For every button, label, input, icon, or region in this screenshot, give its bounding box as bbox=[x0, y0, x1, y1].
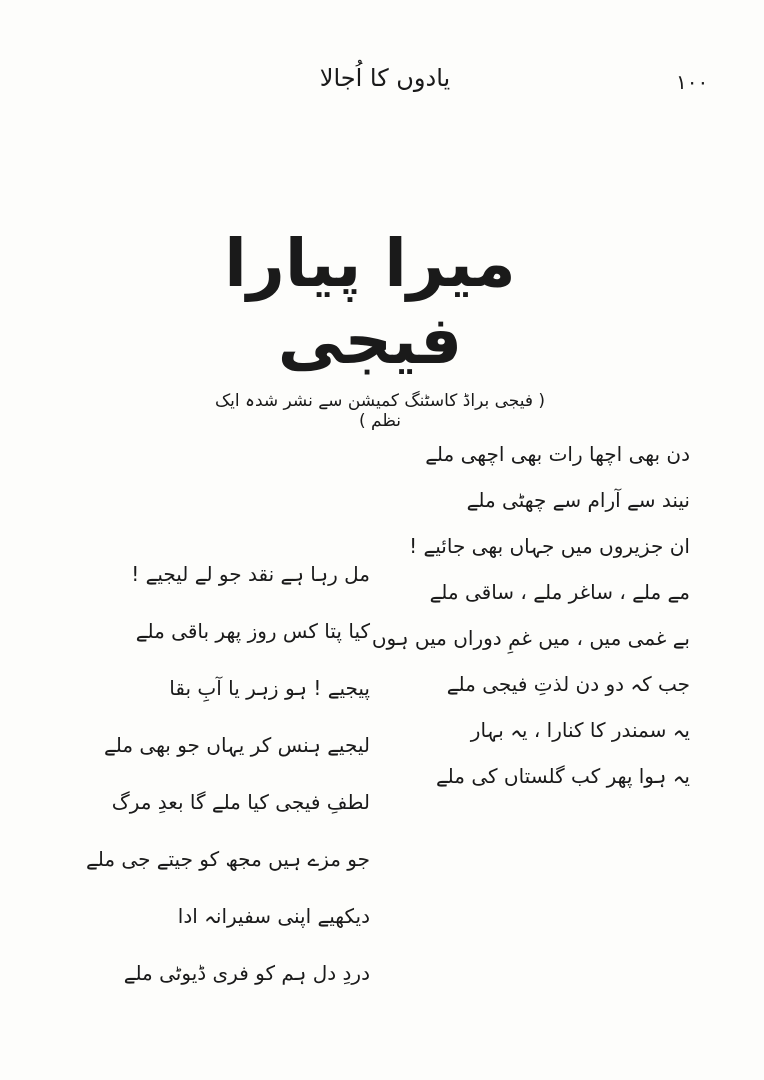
verse-line: جو مزے ہیں مجھ کو جیتے جی ملے bbox=[86, 847, 370, 871]
verse-line: دردِ دل ہم کو فری ڈیوٹی ملے bbox=[123, 961, 370, 985]
verse-line: دن بھی اچھا رات بھی اچھی ملے bbox=[425, 442, 690, 466]
verse-line: ان جزیروں میں جہاں بھی جائیے ! bbox=[409, 534, 690, 558]
verse-line: لیجیے ہنس کر یہاں جو بھی ملے bbox=[103, 733, 370, 757]
verse-line: لطفِ فیجی کیا ملے گا بعدِ مرگ bbox=[111, 790, 370, 814]
poem-subtitle: ( فیجی براڈ کاسٹنگ کمیشن سے نشر شدہ ایک نظم ) bbox=[214, 391, 546, 431]
verse-line: یہ ہوا پھر کب گلستاں کی ملے bbox=[435, 764, 690, 788]
verse-line: نیند سے آرام سے چھٹی ملے bbox=[466, 488, 690, 512]
verse-line: مل رہا ہے نقد جو لے لیجیے ! bbox=[131, 562, 370, 586]
verse-line: دیکھیے اپنی سفیرانہ ادا bbox=[177, 904, 370, 928]
verse-line: مے ملے ، ساغر ملے ، ساقی ملے bbox=[429, 580, 690, 604]
verse-line: کیا پتا کس روز پھر باقی ملے bbox=[135, 619, 370, 643]
poem-right-column bbox=[371, 440, 690, 808]
poem-title: میرا پیارا فیجی bbox=[224, 225, 516, 379]
page-number: ۱۰۰ bbox=[676, 70, 709, 94]
verse-line: جب کہ دو دن لذتِ فیجی ملے bbox=[446, 672, 690, 696]
verse-line: بے غمی میں ، میں غمِ دوراں میں ہوں bbox=[371, 626, 690, 650]
verse-line: یہ سمندر کا کنارا ، یہ بہار bbox=[470, 718, 690, 742]
verse-line: پیجیے ! ہو زہر یا آبِ بقا bbox=[169, 676, 370, 700]
poem-left-column bbox=[86, 560, 370, 1016]
running-title: یادوں کا اُجالا bbox=[319, 64, 451, 92]
